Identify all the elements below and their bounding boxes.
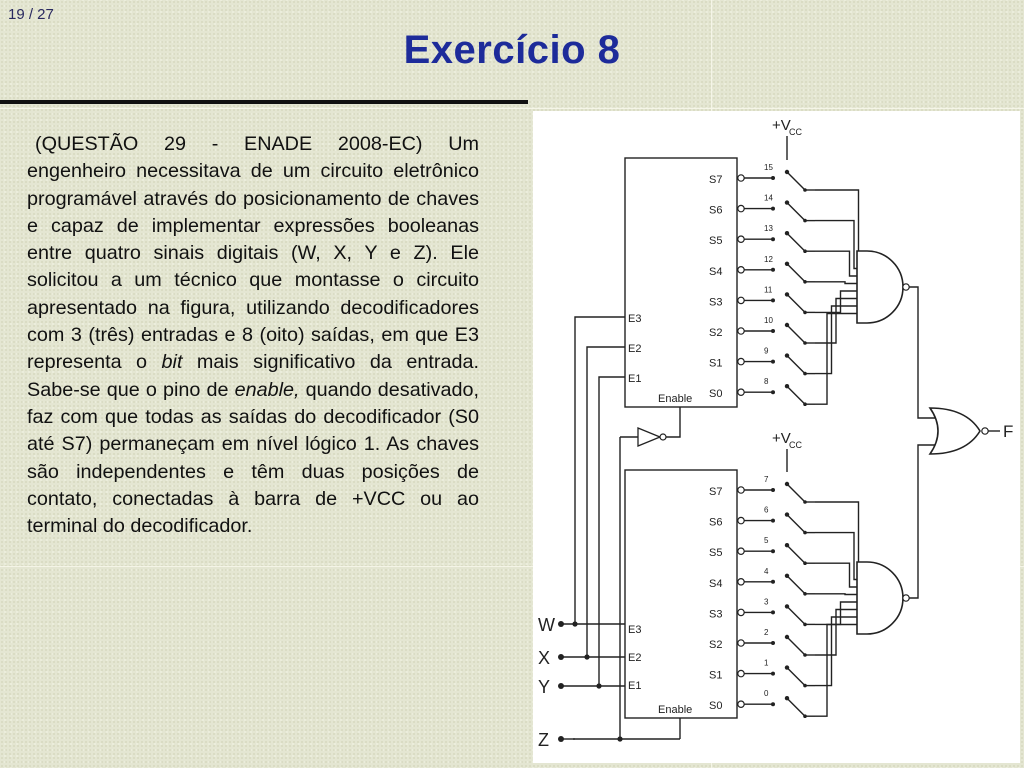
switch-number: 8 <box>764 377 769 387</box>
switch-contact <box>771 702 775 706</box>
output-bubble <box>738 236 744 242</box>
output-bubble <box>738 701 744 707</box>
output-bubble <box>738 548 744 554</box>
switch-pivot <box>803 188 807 192</box>
decoder-output-label: S6 <box>709 204 723 217</box>
decoder-output-label: S1 <box>709 669 723 682</box>
decoder-output-label: S3 <box>709 296 723 309</box>
inverter-bubble <box>660 434 666 440</box>
switch-arm <box>787 233 805 251</box>
switch-pivot <box>803 684 807 688</box>
switch-contact <box>771 360 775 364</box>
gate-output-bubble <box>903 595 909 601</box>
signal-terminal <box>558 654 564 660</box>
switch-number: 7 <box>764 475 769 484</box>
gate-input-wire <box>815 502 859 572</box>
output-bubble <box>738 640 744 646</box>
vcc-subscript: CC <box>789 440 802 450</box>
output-bubble <box>738 205 744 211</box>
w-to-top-e3 <box>575 317 625 624</box>
decoder-output-label: S2 <box>709 639 723 651</box>
switch-number: 5 <box>764 536 769 546</box>
switch-arm <box>787 386 805 404</box>
decoder-output-label: S0 <box>709 700 723 713</box>
output-bubble <box>738 328 744 334</box>
gate-input-wire <box>815 594 857 595</box>
vcc-contact <box>785 384 789 388</box>
vcc-contact <box>785 170 789 174</box>
gate-input-wire <box>815 282 857 284</box>
gate-input-wire <box>815 533 857 580</box>
input-label-w: W <box>538 615 555 635</box>
input-label-y: Y <box>538 677 551 697</box>
vcc-contact <box>785 635 789 639</box>
decoder-output-label: S4 <box>709 577 723 590</box>
vcc-contact <box>785 696 789 700</box>
switch-contact <box>771 176 775 180</box>
gate-to-or-wire <box>909 287 936 418</box>
junction-dot <box>584 654 589 659</box>
vcc-contact <box>785 323 789 327</box>
output-bubble <box>738 609 744 615</box>
switch-pivot <box>803 623 807 627</box>
vcc-label: +V <box>772 117 791 134</box>
decoder-output-label: S5 <box>709 547 723 560</box>
question-text <box>27 131 479 540</box>
switch-contact <box>771 329 775 333</box>
output-bubble <box>738 670 744 676</box>
switch-pivot <box>803 653 807 657</box>
switch-contact <box>771 298 775 302</box>
switch-number: 10 <box>764 316 773 325</box>
decoder-output-label: S4 <box>709 265 723 278</box>
gate-input-wire <box>815 190 859 261</box>
switch-contact <box>771 641 775 645</box>
nand-gate <box>857 251 903 323</box>
or-output-bubble <box>982 428 988 434</box>
enable-label: Enable <box>658 704 693 716</box>
gate-input-wire <box>815 221 857 269</box>
switch-pivot <box>803 311 807 315</box>
signal-terminal <box>558 736 564 742</box>
output-bubble <box>738 358 744 364</box>
output-bubble <box>738 389 744 395</box>
decoder-input-label: E1 <box>628 680 642 692</box>
switch-number: 12 <box>764 254 773 264</box>
switch-pivot <box>803 531 807 535</box>
vcc-contact <box>785 665 789 669</box>
question-emphasis-bit: bit <box>161 351 183 374</box>
switch-pivot <box>803 592 807 596</box>
output-bubble <box>738 267 744 273</box>
switch-number: 2 <box>764 628 769 637</box>
page-counter: 19 / 27 <box>8 6 54 23</box>
switch-contact <box>771 610 775 614</box>
switch-arm <box>787 698 805 716</box>
nand-gate <box>857 562 903 634</box>
decoder-output-label: S6 <box>709 516 723 529</box>
switch-arm <box>787 325 805 343</box>
gate-input-wire <box>815 299 857 344</box>
switch-pivot <box>803 714 807 718</box>
switch-arm <box>787 637 805 655</box>
decoder-input-label: E1 <box>628 373 642 385</box>
vcc-contact <box>785 231 789 235</box>
switch-number: 14 <box>764 193 773 203</box>
question-emphasis-enable: enable, <box>234 378 300 401</box>
output-bubble <box>738 579 744 585</box>
vcc-contact <box>785 543 789 547</box>
switch-contact <box>771 672 775 676</box>
decoder-output-label: S7 <box>709 174 723 186</box>
switch-arm <box>787 294 805 312</box>
junction-dot <box>572 621 577 626</box>
title-divider <box>0 100 528 104</box>
slide-title: Exercício 8 <box>403 28 621 72</box>
input-label-z: Z <box>538 730 549 750</box>
enable-wire-top <box>666 407 680 437</box>
decoder-box <box>625 158 737 407</box>
switch-arm <box>787 606 805 624</box>
background-grid-line <box>0 108 1024 109</box>
gate-output-bubble <box>903 284 909 290</box>
switch-arm <box>787 668 805 686</box>
vcc-contact <box>785 574 789 578</box>
switch-number: 3 <box>764 597 769 607</box>
decoder-input-label: E2 <box>628 652 642 664</box>
vcc-contact <box>785 200 789 204</box>
decoder-input-label: E3 <box>628 624 642 636</box>
switch-pivot <box>803 372 807 376</box>
vcc-contact <box>785 512 789 516</box>
switch-arm <box>787 203 805 221</box>
question-intro: (QUESTÃO 29 - ENADE 2008-EC) Um engenheiro necessitava de um circuito eletrônico programável através do posicionamento de chaves e capaz de implementar expressões booleanas entre quatro sinais digitais (W, X, Y e Z). Ele solicitou a um técnico que montasse o circuito apresentado na figura, utilizando decodificadores com 3 (três) entradas e 8 (oito) saídas, em que E3 representa o <box>27 133 479 374</box>
switch-arm <box>787 172 805 190</box>
output-bubble <box>738 297 744 303</box>
vcc-contact <box>785 604 789 608</box>
switch-pivot <box>803 280 807 284</box>
gate-input-wire <box>815 251 857 276</box>
switch-contact <box>771 237 775 241</box>
switch-contact <box>771 519 775 523</box>
switch-arm <box>787 264 805 282</box>
switch-number: 4 <box>764 566 769 576</box>
switch-arm <box>787 484 805 502</box>
switch-contact <box>771 390 775 394</box>
decoder-input-label: E2 <box>628 343 642 355</box>
switch-pivot <box>803 500 807 504</box>
switch-pivot <box>803 402 807 406</box>
gate-to-or-wire <box>909 445 936 598</box>
switch-number: 6 <box>764 505 769 515</box>
switch-contact <box>771 549 775 553</box>
switch-pivot <box>803 341 807 345</box>
switch-arm <box>787 515 805 533</box>
switch-arm <box>787 545 805 563</box>
decoder-output-label: S3 <box>709 608 723 621</box>
vcc-contact <box>785 292 789 296</box>
switch-contact <box>771 207 775 211</box>
switch-number: 0 <box>764 689 769 699</box>
switch-number: 11 <box>764 285 773 295</box>
vcc-contact <box>785 353 789 357</box>
output-bubble <box>738 487 744 493</box>
switch-number: 9 <box>764 346 769 356</box>
decoder-input-label: E3 <box>628 313 642 325</box>
switch-number: 15 <box>764 163 773 172</box>
output-label-f: F <box>1003 422 1014 441</box>
switch-arm <box>787 356 805 374</box>
circuit-svg <box>533 111 1020 763</box>
decoder-output-label: S1 <box>709 357 723 370</box>
switch-contact <box>771 580 775 584</box>
junction-dot <box>596 683 601 688</box>
question-end: quando desativado, faz com que todas as saídas do decodificador (S0 até S7) permaneçam em nível lógico 1. As chaves são independentes e têm duas posições de contato, conectadas à barra de +VCC ou ao terminal do decodificador. <box>27 378 479 538</box>
vcc-contact <box>785 482 789 486</box>
input-label-x: X <box>538 648 551 668</box>
question-middle: mais significativo da entrada. Sabe-se que o pino de <box>27 351 479 401</box>
switch-pivot <box>803 219 807 223</box>
output-bubble <box>738 517 744 523</box>
switch-pivot <box>803 561 807 565</box>
vcc-contact <box>785 262 789 266</box>
vcc-subscript: CC <box>789 127 802 137</box>
signal-terminal <box>558 683 564 689</box>
switch-number: 13 <box>764 224 773 234</box>
junction-dot <box>617 736 622 741</box>
switch-pivot <box>803 249 807 253</box>
output-bubble <box>738 175 744 181</box>
decoder-output-label: S0 <box>709 388 723 401</box>
circuit-diagram <box>533 111 1020 763</box>
decoder-output-label: S7 <box>709 486 723 498</box>
or-gate <box>930 408 980 454</box>
inverter-gate <box>638 428 660 446</box>
decoder-output-label: S2 <box>709 327 723 339</box>
y-to-top-e1 <box>599 377 625 686</box>
signal-terminal <box>558 621 564 627</box>
vcc-label: +V <box>772 430 791 447</box>
switch-number: 1 <box>764 658 769 668</box>
switch-contact <box>771 488 775 492</box>
decoder-output-label: S5 <box>709 235 723 248</box>
gate-input-wire <box>815 563 857 587</box>
switch-arm <box>787 576 805 594</box>
enable-label: Enable <box>658 393 693 405</box>
switch-contact <box>771 268 775 272</box>
